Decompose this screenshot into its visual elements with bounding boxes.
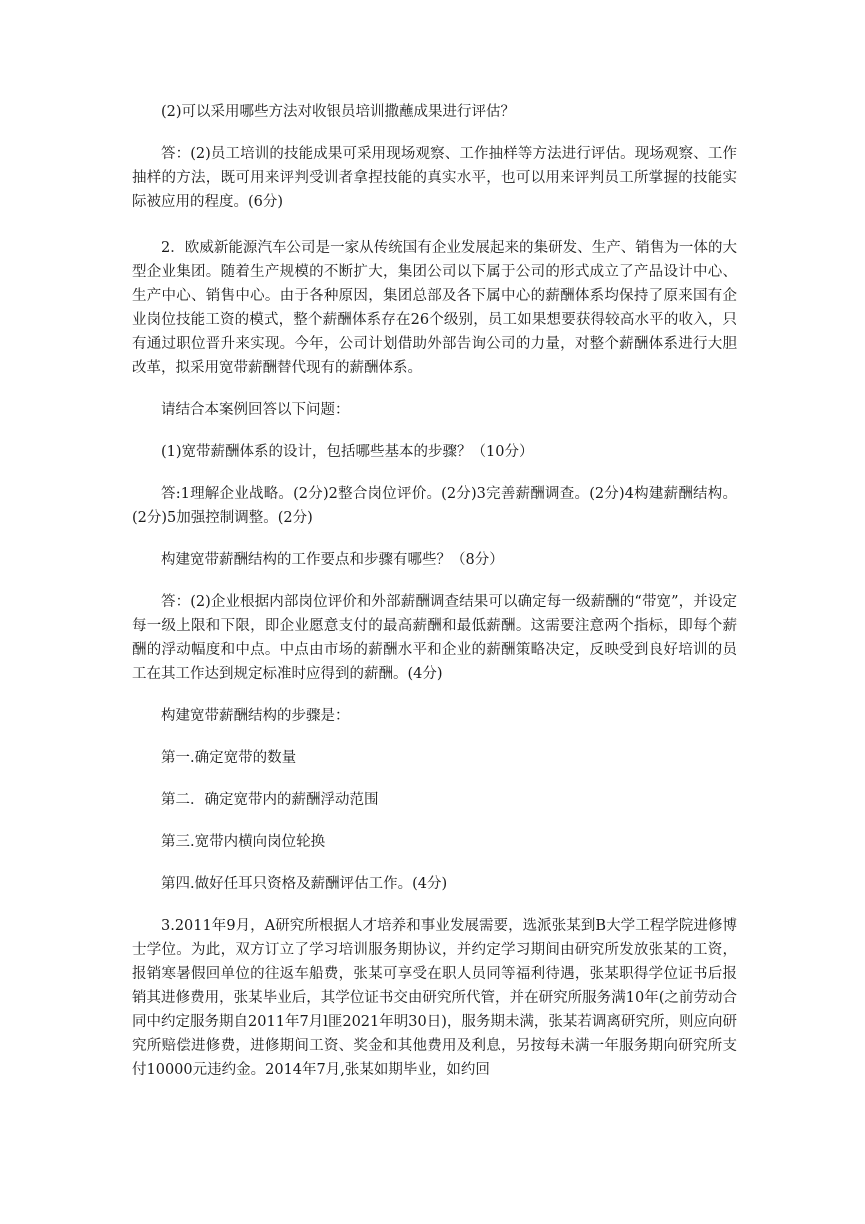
case-3-description: 3.2011年9月，A研究所根据人才培养和事业发展需要，选派张某到B大学工程学院进修博士学位。为此，双方订立了学习培训服务期协议，并约定学习期间由研究所发放张某的工资，报销寒暑假回单位的往返车船费，张某可享受在职人员同等福利待遇，张某职得学位证书后报销其进修费用，张某毕业后，其学位证书交由研究所代管，并在研究所服务满10年(之前劳动合同中约定服务期自2011年7月l匪2021年明30日)，服务期未满，张某若调离研究所，则应向研究所赔偿进修费，进修期间工资、奖金和其他费用及利息，另按每未满一年服务期向研究所支付10000元违约金。2014年7月,张某如期毕业，如约回 [132,918,737,1078]
steps-heading: 构建宽带薪酬结构的步骤是： [161,708,350,724]
answer-case2-1: 答:1理解企业战略。(2分)2整合岗位评价。(2分)3完善薪酬调查。(2分)4构建薪酬结构。(2分)5加强控制调整。(2分) [132,486,737,526]
question-case2-1: (1)宽带薪酬体系的设计，包括哪些基本的步骤？（10分） [161,444,534,460]
document-body [132,100,737,1100]
answer-case2-2: 答：(2)企业根据内部岗位评价和外部薪酬调查结果可以确定每一级薪酬的“带宽”，并设定每一级上限和下限，即企业愿意支付的最高薪酬和最低薪酬。这需要注意两个指标，即每个薪酬的浮动幅度和中点。中点由市场的薪酬水平和企业的薪酬策略决定，反映受到良好培训的员工在其工作达到规定标准时应得到的薪酬。(4分) [132,594,737,682]
case-2-description: 2．欧威新能源汽车公司是一家从传统国有企业发展起来的集研发、生产、销售为一体的大型企业集团。随着生产规模的不断扩大，集团公司以下属于公司的形式成立了产品设计中心、生产中心、销售中心。由于各种原因，集团总部及各下属中心的薪酬体系均保持了原来国有企业岗位技能工资的模式，整个薪酬体系存在26个级别，员工如果想要获得较高水平的收入，只有通过职位晋升来实现。今年，公司计划借助外部告询公司的力量，对整个薪酬体系进行大胆改革，拟采用宽带薪酬替代现有的薪酬体系。 [132,240,737,376]
step-1: 第一.确定宽带的数量 [161,750,297,766]
question-2-2: (2)可以采用哪些方法对收银员培训撒蘸成果进行评估？ [161,104,516,120]
step-3: 第三.宽带内横向岗位轮换 [161,834,326,850]
case-2-instruction: 请结合本案例回答以下问题： [161,402,350,418]
step-4: 第四.做好任耳只资格及薪酬评估工作。(4分) [161,876,448,892]
answer-2-2: 答：(2)员工培训的技能成果可采用现场观察、工作抽样等方法进行评估。现场观察、工作抽样的方法，既可用来评判受训者拿捏技能的真实水平，也可以用来评判员工所掌握的技能实际被应用的程度。(6分) [132,146,737,210]
step-2: 第二．确定宽带内的薪酬浮动范围 [161,792,379,808]
question-case2-2: 构建宽带薪酬结构的工作要点和步骤有哪些？（8分） [161,552,504,568]
